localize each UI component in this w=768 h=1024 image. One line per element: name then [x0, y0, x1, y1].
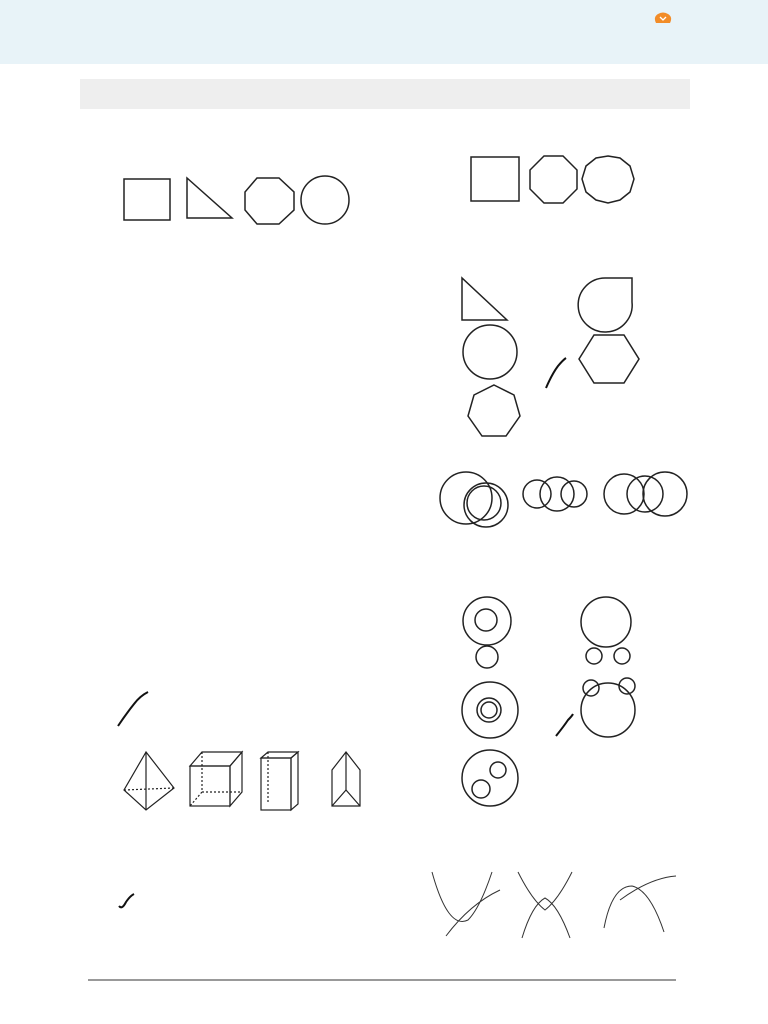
q6-figure-3 [604, 876, 676, 932]
q6-figure-1 [432, 872, 500, 936]
q6-figure-2 [518, 872, 572, 938]
footer-divider [88, 979, 676, 981]
